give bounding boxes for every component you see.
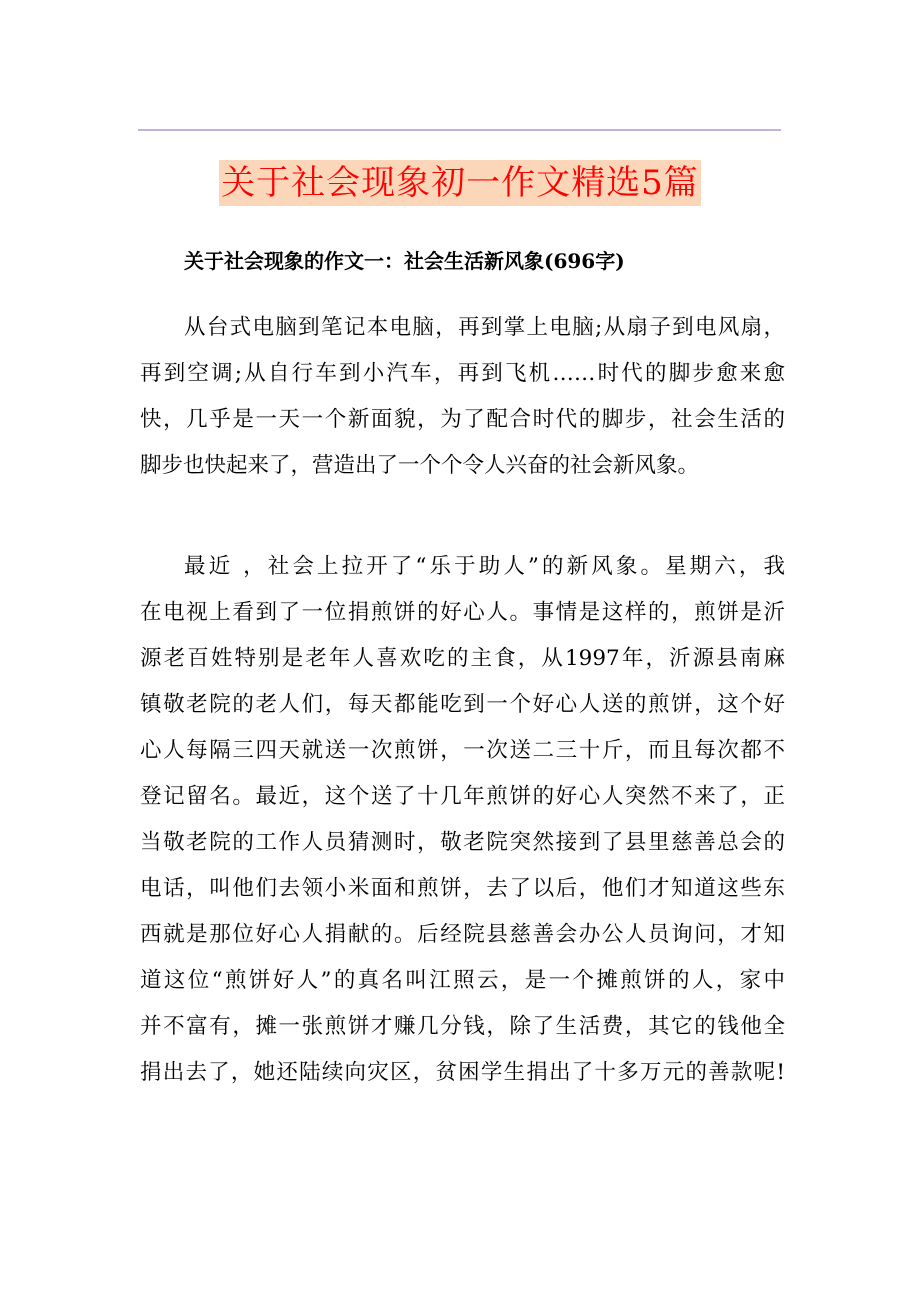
section-heading: 关于社会现象的作文一：社会生活新风象(696字) <box>184 249 625 273</box>
paragraph-line: 西就是那位好心人捐献的。后经院县慈善会办公人员询问，才知 <box>140 922 785 947</box>
paragraph-line: 心人每隔三四天就送一次煎饼，一次送二三十斤，而且每次都不 <box>140 738 785 763</box>
paragraph-line: 并不富有，摊一张煎饼才赚几分钱，除了生活费，其它的钱他全 <box>140 1014 785 1039</box>
paragraph-line: 捐出去了，她还陆续向灾区，贫困学生捐出了十多万元的善款呢! <box>140 1060 785 1085</box>
paragraph-line: 在电视上看到了一位捐煎饼的好心人。事情是这样的，煎饼是沂 <box>140 600 785 625</box>
paragraph-line: 脚步也快起来了，营造出了一个个令人兴奋的社会新风象。 <box>140 453 700 478</box>
header-rule <box>138 129 781 131</box>
paragraph-line: 道这位“煎饼好人”的真名叫江照云，是一个摊煎饼的人，家中 <box>140 968 785 993</box>
paragraph-line: 当敬老院的工作人员猜测时，敬老院突然接到了县里慈善总会的 <box>140 830 785 855</box>
title-container <box>0 160 920 206</box>
document-title: 关于社会现象初一作文精选5篇 <box>219 160 701 206</box>
paragraph-line: 最近 ，社会上拉开了“乐于助人”的新风象。星期六，我 <box>184 554 785 579</box>
paragraph-2 <box>140 544 785 1096</box>
paragraph-1 <box>140 305 785 489</box>
paragraph-line: 源老百姓特别是老年人喜欢吃的主食，从1997年，沂源县南麻 <box>140 646 785 671</box>
paragraph-line: 登记留名。最近，这个送了十几年煎饼的好心人突然不来了，正 <box>140 784 785 809</box>
paragraph-line: 快，几乎是一天一个新面貌，为了配合时代的脚步，社会生活的 <box>140 407 785 432</box>
paragraph-line: 电话，叫他们去领小米面和煎饼，去了以后，他们才知道这些东 <box>140 876 785 901</box>
paragraph-line: 再到空调;从自行车到小汽车，再到飞机……时代的脚步愈来愈 <box>140 361 785 386</box>
paragraph-line: 镇敬老院的老人们，每天都能吃到一个好心人送的煎饼，这个好 <box>140 692 785 717</box>
paragraph-line: 从台式电脑到笔记本电脑，再到掌上电脑;从扇子到电风扇， <box>184 315 785 340</box>
